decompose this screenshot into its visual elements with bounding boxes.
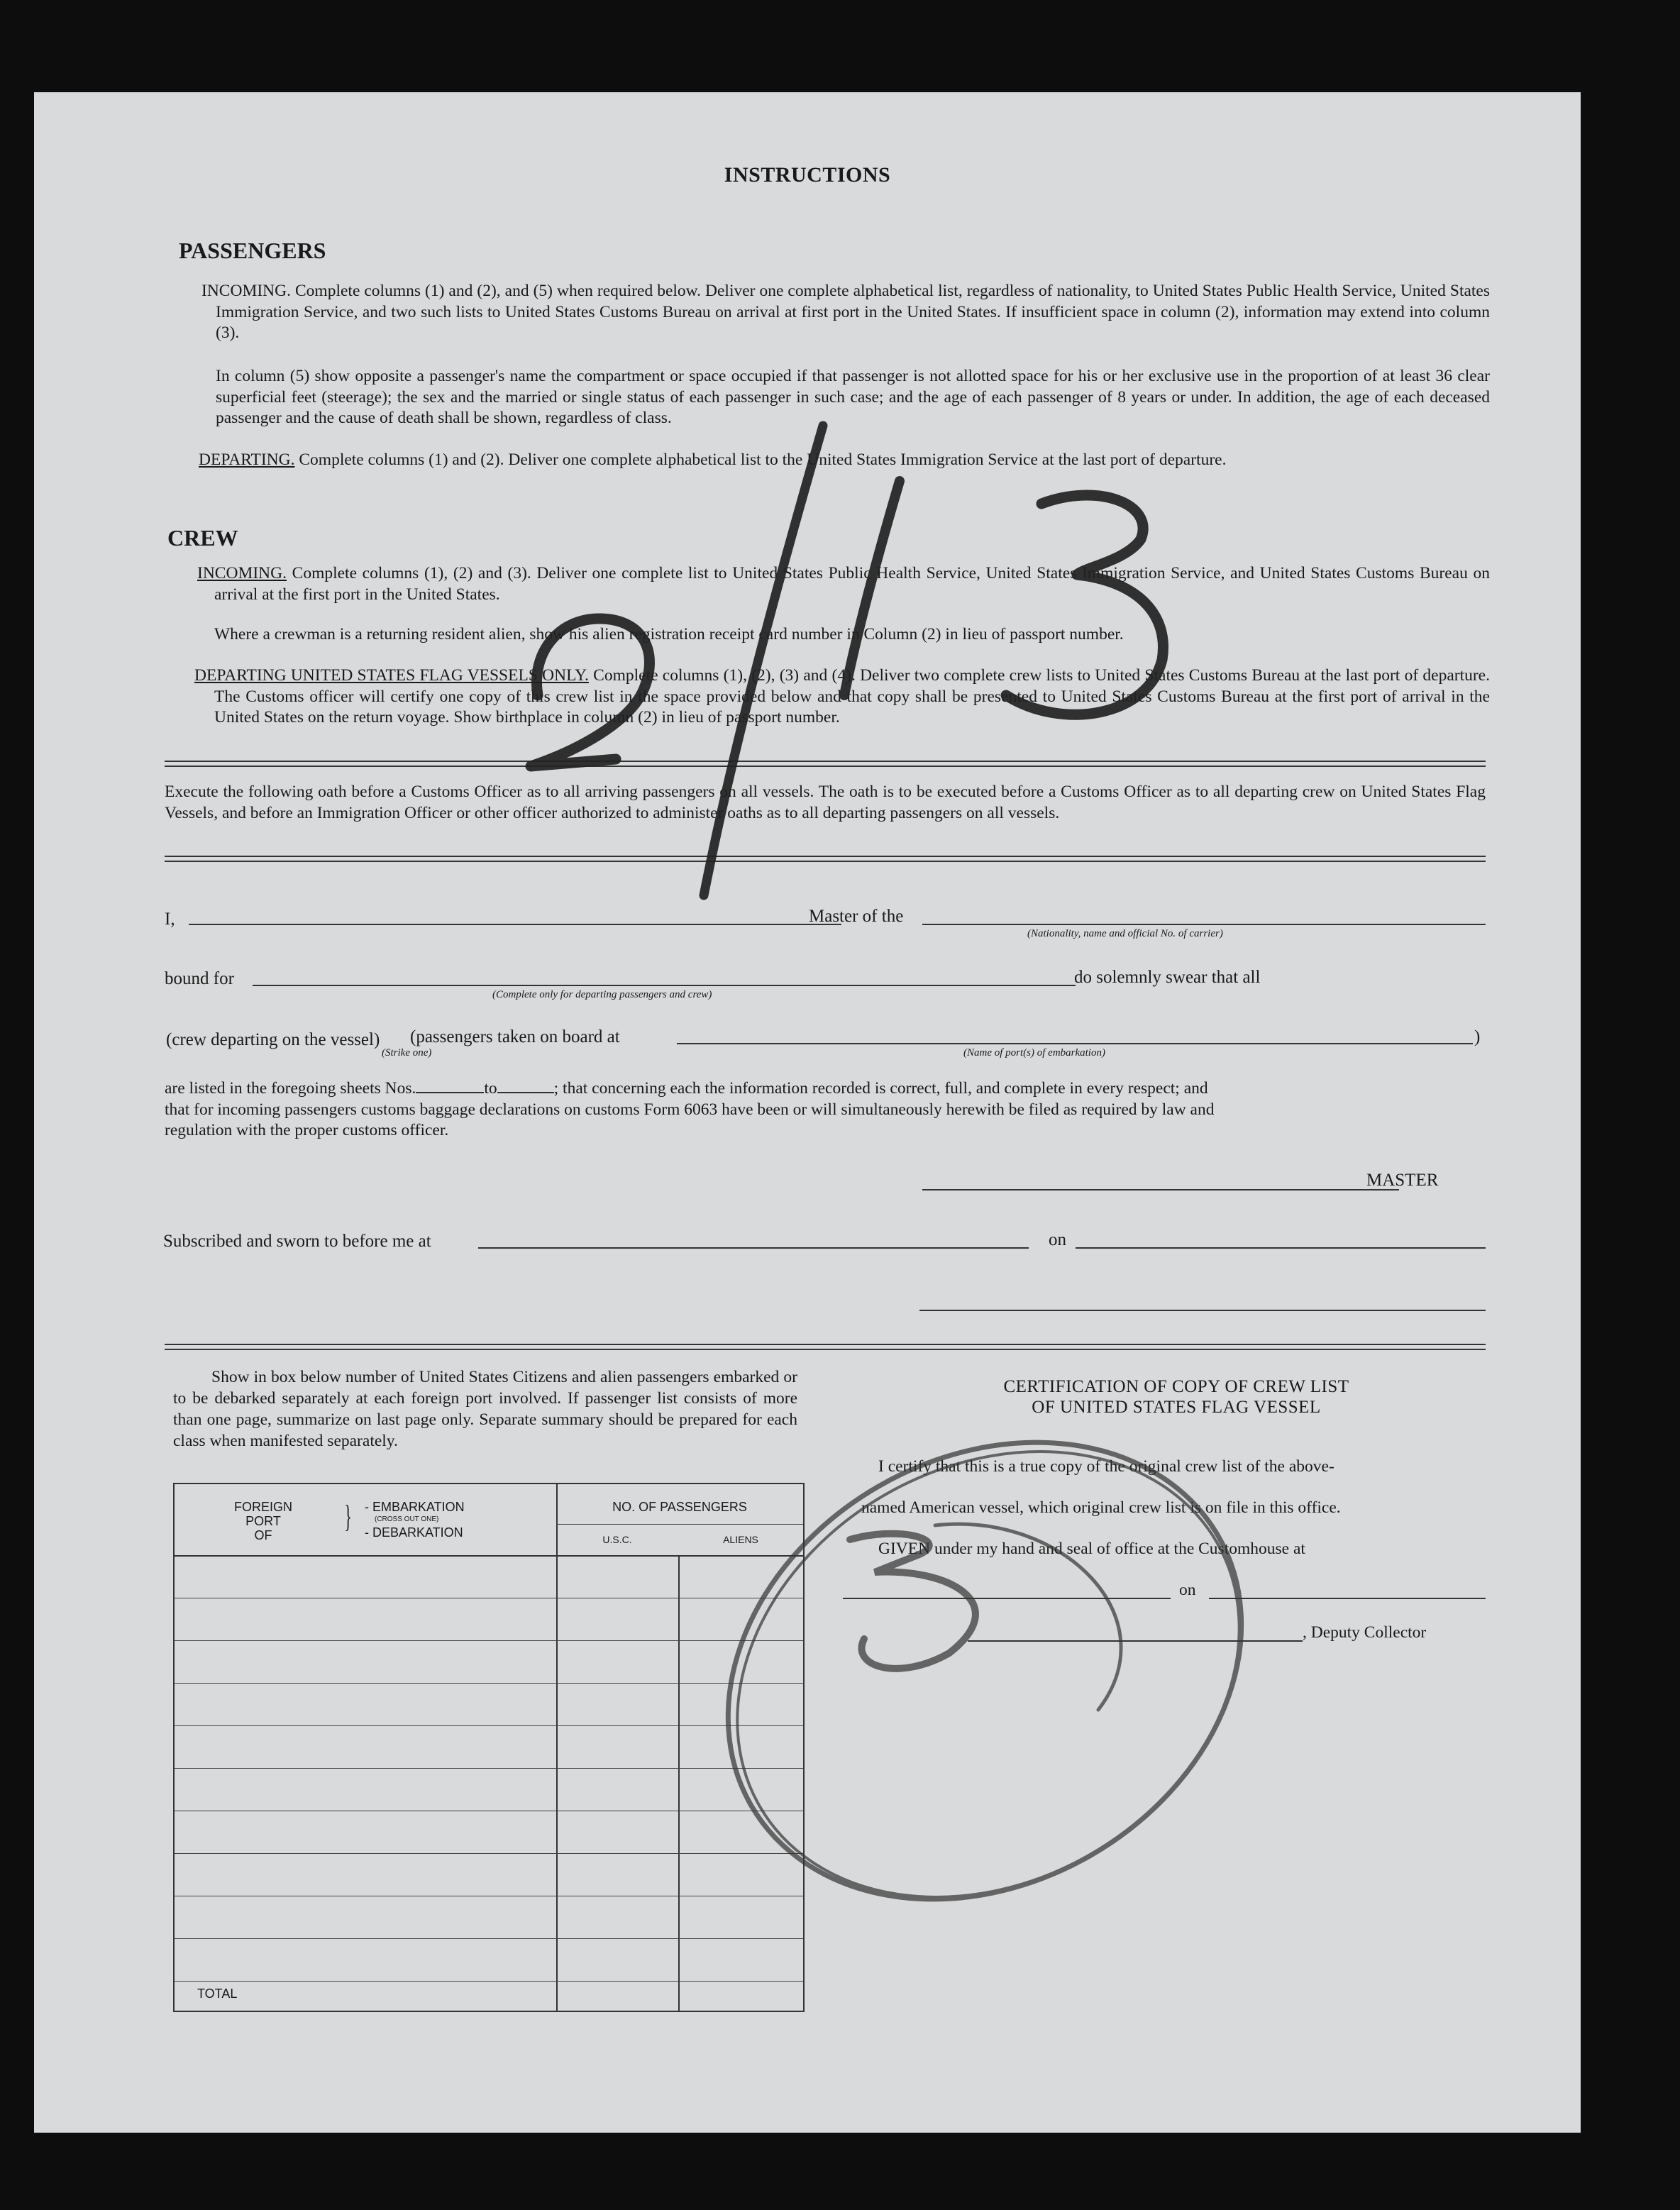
certification-title-line1: CERTIFICATION OF COPY OF CREW LIST bbox=[1003, 1377, 1349, 1396]
certification-title-line2: OF UNITED STATES FLAG VESSEL bbox=[1032, 1398, 1321, 1417]
foreign-label: FOREIGN bbox=[233, 1500, 292, 1514]
embarkation-option[interactable]: - EMBARKATION bbox=[365, 1500, 465, 1514]
deputy-collector-label: , Deputy Collector bbox=[1303, 1623, 1427, 1642]
crew-incoming-text: Complete columns (1), (2) and (3). Deliver one complete list to United States Public Health Service, United States Immigration Service, and United States Customs Bureau on arrival at the first port in the United States. bbox=[214, 564, 1490, 604]
crew-departing-label: DEPARTING UNITED STATES FLAG VESSELS ONLY. bbox=[194, 666, 589, 685]
page-title: INSTRUCTIONS bbox=[724, 163, 891, 187]
oath-i-label: I, bbox=[165, 910, 175, 929]
nationality-caption: (Nationality, name and official No. of carrier) bbox=[1027, 928, 1223, 939]
debarkation-option[interactable]: - DEBARKATION bbox=[365, 1525, 463, 1540]
close-paren: ) bbox=[1474, 1027, 1481, 1046]
no-of-passengers-header: NO. OF PASSENGERS bbox=[612, 1500, 747, 1514]
document-page bbox=[34, 92, 1581, 2133]
passengers-incoming-text: Complete columns (1) and (2), and (5) when required below. Deliver one complete alphabetical list, regardless of nationality, to United States Public Health Service, United States Immigration Service, and two such lists to United States Customs Bureau on arrival at first port in the United States. If insufficient space in column (2), information may extend into column (3). bbox=[216, 282, 1491, 342]
listed-prefix: are listed in the foregoing sheets Nos. bbox=[165, 1079, 416, 1098]
cross-out-caption: (CROSS OUT ONE) bbox=[375, 1515, 439, 1523]
listed-text-1: ; that concerning each the information recorded is correct, full, and complete in every respect; and bbox=[553, 1079, 1208, 1098]
crew-departing-option[interactable]: (crew departing on the vessel) bbox=[166, 1030, 380, 1049]
port-label: PORT bbox=[245, 1514, 281, 1528]
crew-incoming-label: INCOMING. bbox=[197, 564, 287, 582]
oath-intro: Execute the following oath before a Customs Officer as to all arriving passengers on all vessels. The oath is to be executed before a Customs Officer as to all departing crew on United States Flag Vessels, and before an Immigration Officer or other officer authorized to administer oaths as to all departing passengers on all vessels. bbox=[165, 783, 1486, 822]
crew-departing-text: Complete columns (1), (2), (3) and (4). Deliver two complete crew lists to United States Customs Bureau at the last port of departure. The Customs officer will certify one copy of this crew list in the space provided below and that copy shall be presented to United States Customs Bureau at the first port of arrival in the United States on the return voyage. Show birthplace in column (2) in lieu of passport number. bbox=[214, 666, 1490, 726]
certify-line: I certify that this is a true copy of the original crew list of the above- bbox=[878, 1457, 1334, 1476]
total-label: TOTAL bbox=[197, 1987, 238, 2001]
summary-instruction: Show in box below number of United States Citizens and alien passengers embarked or to be debarked separately at each foreign port involved. If passenger list consists of more than one page, summarize on last page only. Separate summary should be prepared for each class when manifested separately. bbox=[173, 1368, 797, 1450]
listed-line-3: regulation with the proper customs officer. bbox=[165, 1121, 449, 1139]
crew-returning-paragraph: Where a crewman is a returning resident alien, show his alien registration receipt card number in Column (2) in lieu of passport number. bbox=[214, 625, 1124, 643]
subscribed-label: Subscribed and sworn to before me at bbox=[163, 1232, 431, 1251]
master-of-label: Master of the bbox=[809, 907, 904, 926]
strike-caption: (Strike one) bbox=[382, 1047, 432, 1059]
passengers-incoming-label: INCOMING. bbox=[201, 282, 291, 300]
port-caption: (Name of port(s) of embarkation) bbox=[963, 1047, 1105, 1059]
sworn-on-label: on bbox=[1049, 1230, 1066, 1249]
handwritten-circled-mark bbox=[34, 92, 1581, 2133]
listed-line-2: that for incoming passengers customs baggage declarations on customs Form 6063 have been or will simultaneously herewith be filed as required by law and bbox=[165, 1100, 1215, 1119]
passengers-departing-text: Complete columns (1) and (2). Deliver one complete alphabetical list to the United States Immigration Service at the last port of departure. bbox=[299, 451, 1227, 469]
passengers-column5-paragraph: In column (5) show opposite a passenger's name the compartment or space occupied if that passenger is not allotted space for his or her exclusive use in the proportion of at least 36 clear superficial feet (steerage); the sex and the married or single status of each passenger in such case; and the age of each passenger of 8 years or under. In addition, the age of each deceased passenger and the cause of death shall be shown, regardless of class. bbox=[216, 367, 1490, 427]
departing-caption: (Complete only for departing passengers and crew) bbox=[492, 989, 712, 1000]
swear-label: do solemnly swear that all bbox=[1074, 968, 1261, 987]
cert-on-label: on bbox=[1179, 1581, 1196, 1599]
master-label: MASTER bbox=[1366, 1171, 1439, 1190]
to-label: to bbox=[484, 1079, 497, 1098]
passengers-heading: PASSENGERS bbox=[179, 238, 326, 263]
brace-symbol: } bbox=[344, 1499, 352, 1534]
aliens-header: ALIENS bbox=[723, 1534, 758, 1545]
named-line: named American vessel, which original crew list is on file in this office. bbox=[861, 1498, 1341, 1517]
bound-for-label: bound for bbox=[165, 969, 234, 988]
crew-heading: CREW bbox=[167, 525, 238, 551]
usc-header: U.S.C. bbox=[602, 1534, 632, 1545]
passengers-taken-option[interactable]: (passengers taken on board at bbox=[410, 1027, 620, 1046]
passengers-departing-label: DEPARTING. bbox=[199, 451, 295, 469]
given-line: GIVEN under my hand and seal of office at the Customhouse at bbox=[878, 1540, 1305, 1558]
of-label: OF bbox=[254, 1528, 272, 1542]
